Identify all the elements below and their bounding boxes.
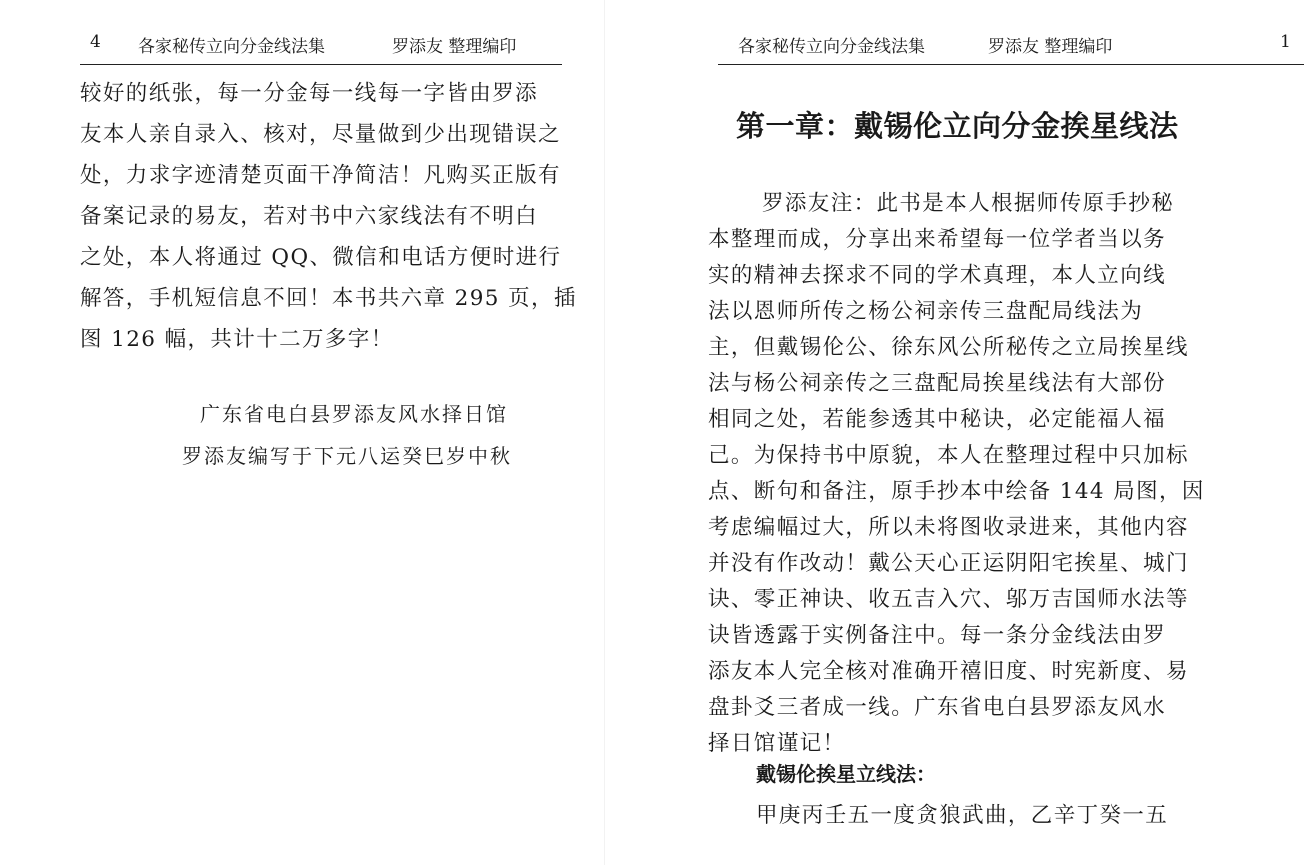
- running-header: [80, 26, 562, 65]
- signature-line: 广东省电白县罗添友风水择日馆: [200, 402, 508, 426]
- book-spine: [604, 0, 605, 865]
- body-line: 诀、零正神诀、收五吉入穴、邬万吉国师水法等: [708, 587, 1189, 612]
- right-page: [610, 0, 1291, 865]
- body-line: 备案记录的易友，若对书中六家线法有不明白: [80, 204, 539, 229]
- author-credit: 罗添友 整理编印: [392, 37, 517, 57]
- formula-line: 甲庚丙壬五一度贪狼武曲，乙辛丁癸一五: [756, 803, 1169, 828]
- running-header: [718, 26, 1304, 65]
- body-line: 己。为保持书中原貌，本人在整理过程中只加标: [708, 443, 1189, 468]
- body-line: 主，但戴锡伦公、徐东风公所秘传之立局挨星线: [708, 335, 1189, 360]
- body-line: 点、断句和备注，原手抄本中绘备 144 局图，因: [708, 479, 1205, 504]
- body-line: 处，力求字迹清楚页面干净简洁！凡购买正版有: [80, 163, 561, 188]
- body-line: 考虑编幅过大，所以未将图收录进来，其他内容: [708, 515, 1189, 540]
- body-line: 较好的纸张，每一分金每一线每一字皆由罗添: [80, 81, 539, 106]
- body-line: 择日馆谨记！: [708, 731, 846, 756]
- body-line: 罗添友注：此书是本人根据师传原手抄秘: [762, 191, 1175, 216]
- left-page: [0, 0, 600, 865]
- body-line: 图 126 幅，共计十二万多字！: [80, 327, 394, 352]
- body-line: 解答，手机短信息不回！本书共六章 295 页，插: [80, 286, 577, 311]
- author-credit: 罗添友 整理编印: [988, 37, 1113, 57]
- book-title: 各家秘传立向分金线法集: [138, 37, 325, 57]
- body-line: 友本人亲自录入、核对，尽量做到少出现错误之: [80, 122, 561, 147]
- chapter-title: 第一章：戴锡伦立向分金挨星线法: [736, 109, 1179, 143]
- body-line: 法以恩师所传之杨公祠亲传三盘配局线法为: [708, 299, 1144, 324]
- body-line: 诀皆透露于实例备注中。每一条分金线法由罗: [708, 623, 1167, 648]
- body-line: 相同之处，若能参透其中秘诀，必定能福人福: [708, 407, 1167, 432]
- body-line: 盘卦爻三者成一线。广东省电白县罗添友风水: [708, 695, 1167, 720]
- body-line: 法与杨公祠亲传之三盘配局挨星线法有大部份: [708, 371, 1167, 396]
- body-line: 实的精神去探求不同的学术真理，本人立向线: [708, 263, 1167, 288]
- section-heading: 戴锡伦挨星立线法：: [756, 762, 936, 786]
- body-line: 添友本人完全核对准确开禧旧度、时宪新度、易: [708, 659, 1189, 684]
- body-line: 本整理而成，分享出来希望每一位学者当以务: [708, 227, 1167, 252]
- body-line: 之处，本人将通过 QQ、微信和电话方便时进行: [80, 245, 562, 270]
- signature-line: 罗添友编写于下元八运癸巳岁中秋: [182, 444, 512, 468]
- page-number: 1: [1280, 32, 1291, 52]
- book-title: 各家秘传立向分金线法集: [738, 37, 925, 57]
- page-number: 4: [90, 32, 101, 52]
- body-line: 并没有作改动！戴公天心正运阴阳宅挨星、城门: [708, 551, 1189, 576]
